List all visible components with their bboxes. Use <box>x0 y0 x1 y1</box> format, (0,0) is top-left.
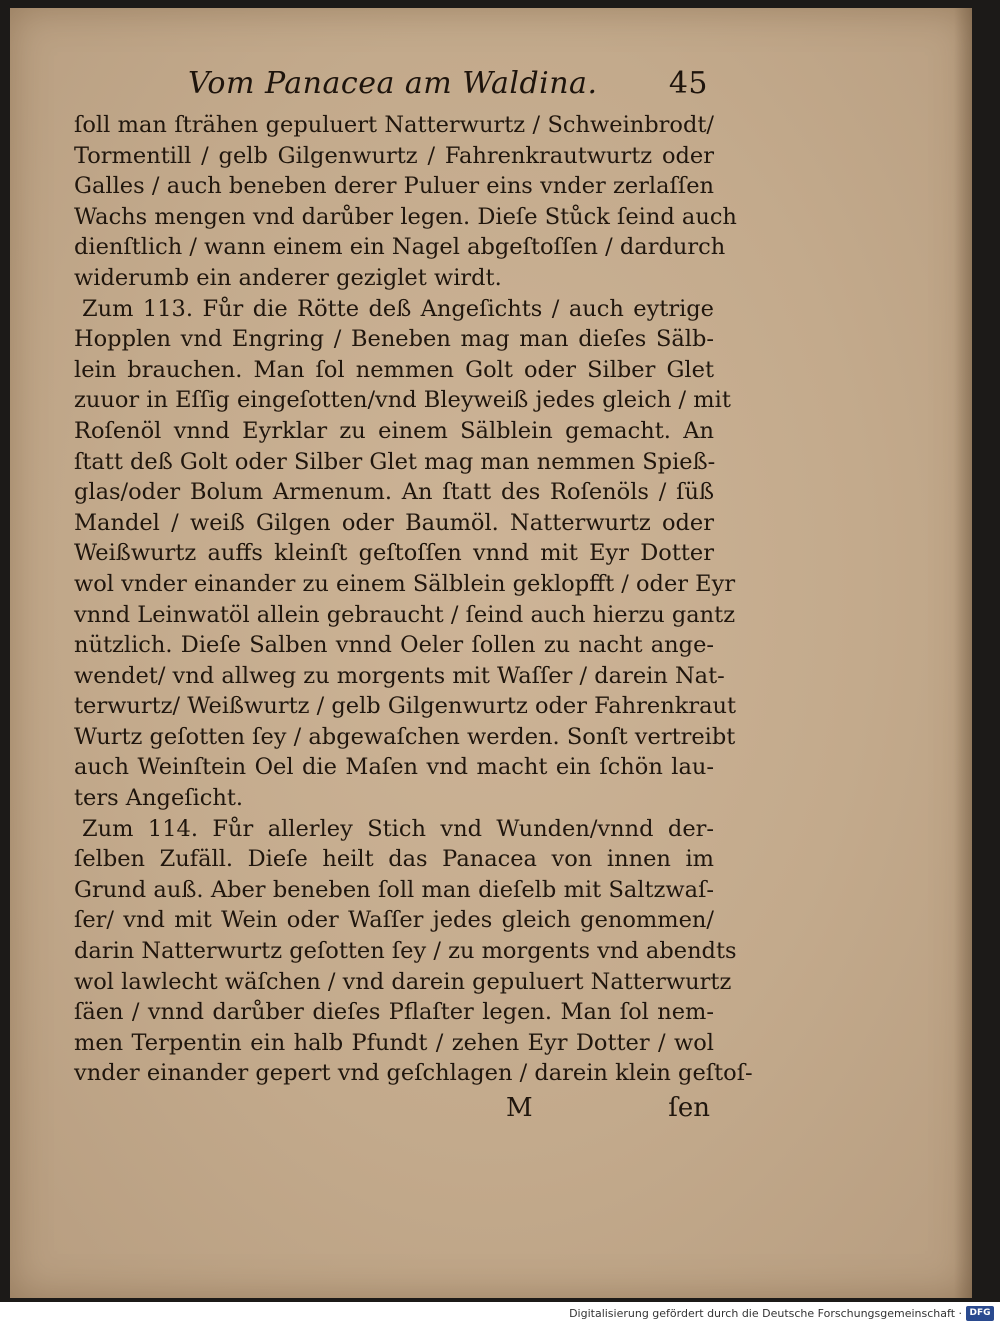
text-line: terwurtz/ Weißwurtz / gelb Gilgenwurtz oder Fahrenkraut <box>74 693 737 720</box>
credit-bar <box>0 1302 1000 1326</box>
text-line: wol lawlecht wäſchen / vnd darein gepuluert Natterwurtz <box>74 968 732 995</box>
running-head <box>188 66 708 110</box>
text-line: Galles / auch beneben derer Puluer eins vnder zerlaſſen <box>74 173 714 200</box>
text-line: Mandel / weiß Gilgen oder Baumöl. Natterwurtz oder <box>74 509 714 536</box>
page-footer <box>74 1093 714 1129</box>
text-line: darin Natterwurtz geſotten ſey / zu morgents vnd abendts <box>74 938 737 965</box>
text-line: vnder einander gepert vnd geſchlagen / darein klein geſtoſ- <box>74 1060 753 1087</box>
page-edge-shadow <box>954 8 972 1298</box>
text-line: Zum 113. Fůr die Rötte deß Angeſichts / auch eytrige <box>82 295 714 322</box>
text-line: Weißwurtz auffs kleinſt geſtoſſen vnnd mit Eyr Dotter <box>74 540 714 567</box>
text-line: Wurtz geſotten ſey / abgewaſchen werden. Sonſt vertreibt <box>74 723 736 750</box>
page-number: 45 <box>668 66 708 101</box>
text-line: dienſtlich / wann einem ein Nagel abgeſtoſſen / dardurch <box>74 234 726 261</box>
text-line: Roſenöl vnnd Eyrklar zu einem Sälblein gemacht. An <box>74 417 714 444</box>
running-head-title: Vom Panacea am Waldina. <box>188 66 598 101</box>
text-line: zuuor in Eſſig eingeſotten/vnd Bleyweiß jedes gleich / mit <box>74 387 731 414</box>
text-line: Grund auß. Aber beneben ſoll man dieſelb mit Saltzwaſ- <box>74 876 714 903</box>
text-line: Wachs mengen vnd darůber legen. Dieſe Stůck ſeind auch <box>74 203 737 230</box>
text-line: Hopplen vnd Engring / Beneben mag man dieſes Sälb- <box>74 326 714 353</box>
signature-mark: M <box>506 1093 533 1123</box>
text-line: wendet/ vnd allweg zu morgents mit Waſſer / darein Nat- <box>74 662 725 689</box>
dfg-logo: DFG <box>966 1306 994 1321</box>
text-line: nützlich. Dieſe Salben vnnd Oeler ſollen zu nacht ange- <box>74 632 714 659</box>
text-line: glas/oder Bolum Armenum. An ſtatt des Roſenöls / ſüß <box>74 479 714 506</box>
text-line: ſtatt deß Golt oder Silber Glet mag man nemmen Spieß- <box>74 448 716 475</box>
text-line: ſoll man ſträhen gepuluert Natterwurtz / Schweinbrodt/ <box>74 112 714 138</box>
text-line: men Terpentin ein halb Pfundt / zehen Eyr Dotter / wol <box>74 1029 714 1056</box>
text-line: ters Angeſicht. <box>74 785 244 812</box>
text-line: widerumb ein anderer geziglet wirdt. <box>74 264 502 291</box>
body-text <box>74 110 753 1129</box>
text-line: wol vnder einander zu einem Sälblein geklopfft / oder Eyr <box>74 570 736 597</box>
credit-text: Digitalisierung gefördert durch die Deutsche Forschungsgemeinschaft · <box>569 1307 962 1320</box>
text-line: Tormentill / gelb Gilgenwurtz / Fahrenkrautwurtz oder <box>74 142 714 169</box>
text-line: lein brauchen. Man ſol nemmen Golt oder Silber Glet <box>74 356 714 383</box>
text-line: auch Weinſtein Oel die Maſen vnd macht ein ſchön lau- <box>74 754 714 781</box>
text-line: vnnd Leinwatöl allein gebraucht / ſeind auch hierzu gantz <box>74 601 736 628</box>
text-line: Zum 114. Fůr allerley Stich vnd Wunden/vnnd der- <box>82 815 714 842</box>
text-line: ſer/ vnd mit Wein oder Waſſer jedes gleich genommen/ <box>74 907 714 934</box>
catchword: ſen <box>668 1093 710 1123</box>
text-line: ſelben Zufäll. Dieſe heilt das Panacea von innen im <box>74 846 714 873</box>
text-line: ſäen / vnnd darůber dieſes Pflaſter legen. Man ſol nem- <box>74 999 714 1026</box>
